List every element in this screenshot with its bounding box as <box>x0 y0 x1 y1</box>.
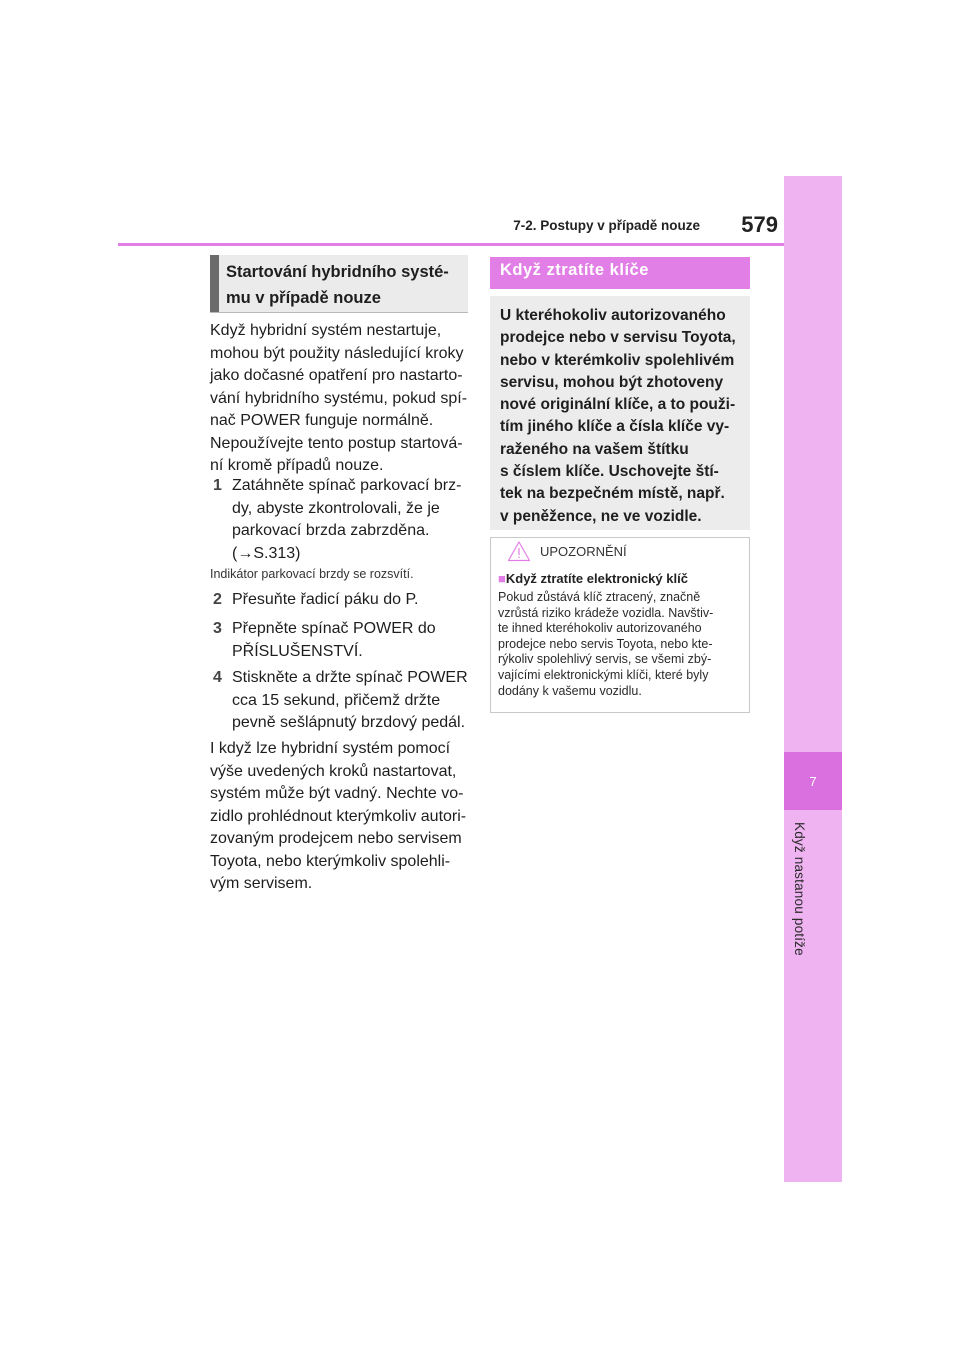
step-text <box>232 618 474 663</box>
left-heading-line: mu v případě nouze <box>226 289 381 307</box>
text-line: zovaným prodejcem nebo servisem <box>210 830 462 847</box>
step-number: 1 <box>213 477 222 494</box>
text-line: servisu, mohou být zhotoveny <box>500 373 724 391</box>
text-line: Přesuňte řadicí páku do P. <box>232 591 419 608</box>
text-line: s číslem klíče. Uschovejte ští- <box>500 463 719 481</box>
left-heading <box>226 259 466 311</box>
text-line: rýkoliv spolehlivý servis, se všemi zbý- <box>498 652 712 667</box>
left-heading-line: Startování hybridního systé- <box>226 263 449 281</box>
left-heading-bar <box>210 255 219 312</box>
chapter-number: 7 <box>784 752 842 810</box>
text-line: PŘÍSLUŠENSTVÍ. <box>232 642 363 660</box>
text-line: cca 15 sekund, přičemž držte <box>232 691 441 709</box>
text-line: systém může být vadný. Nechte vo- <box>210 785 464 802</box>
warning-triangle-icon <box>507 540 531 562</box>
chapter-side-tab <box>784 176 842 1182</box>
warning-body <box>498 590 748 699</box>
text-line: v peněžence, ne ve vozidle. <box>500 507 702 525</box>
chapter-title-vertical <box>784 822 842 982</box>
text-line: vání hybridního systému, pokud spí- <box>210 389 468 407</box>
text-line: pevně sešlápnutý brzdový pedál. <box>232 714 466 731</box>
step-text <box>232 667 474 735</box>
text-line: raženého na vašem štítku <box>500 440 689 458</box>
text-line: dodány k vašemu vozidlu. <box>498 683 642 698</box>
square-bullet-icon: ■ <box>498 571 506 586</box>
text-line: vajícími elektronickými klíči, které byly <box>498 667 709 682</box>
text-line: Nepoužívejte tento postup startová- <box>210 434 463 452</box>
text-line: jako dočasné opatření pro nastarto- <box>210 367 463 384</box>
right-heading: Když ztratíte klíče <box>500 261 649 279</box>
text-line: Toyota, nebo kterýmkoliv spolehli- <box>210 852 451 870</box>
warning-subheading-text: Když ztratíte elektronický klíč <box>505 571 688 586</box>
step-number: 3 <box>213 620 222 637</box>
text-line: vým servisem. <box>210 875 313 892</box>
text-line: Stiskněte a držte spínač POWER <box>232 669 468 686</box>
warning-subheading <box>498 571 746 586</box>
step-1-note: Indikátor parkovací brzdy se rozsvítí. <box>210 567 414 581</box>
text-line: nač POWER funguje normálně. <box>210 412 434 429</box>
text-line: nové originální klíče, a to použi- <box>500 396 736 414</box>
text-line: prodejce nebo v servisu Toyota, <box>500 329 736 347</box>
chapter-title: Když nastanou potíže <box>792 822 807 956</box>
step-text <box>232 589 474 612</box>
header-rule <box>118 243 784 246</box>
text-line: parkovací brzda zabrzděna. <box>232 522 430 539</box>
text-line: Pokud zůstává klíč ztracený, značně <box>498 590 701 604</box>
text-line: výše uvedených kroků nastartovat, <box>210 762 457 780</box>
text-line: (→S.313) <box>232 544 301 562</box>
text-line: I když lze hybridní systém pomocí <box>210 740 451 757</box>
text-line: Když hybridní systém nestartuje, <box>210 322 442 339</box>
step-number: 4 <box>213 669 222 686</box>
text-line: Zatáhněte spínač parkovací brz- <box>232 477 462 494</box>
text-line: nebo v kterémkoliv spolehlivém <box>500 351 735 369</box>
text-line: zidlo prohlédnout kterýmkoliv autori- <box>210 807 467 825</box>
step-text <box>232 475 474 565</box>
text-line: mohou být použity následující kroky <box>210 344 464 362</box>
warning-title: UPOZORNĚNÍ <box>540 544 627 559</box>
text-line: Přepněte spínač POWER do <box>232 620 436 637</box>
outro-paragraph <box>210 738 472 896</box>
text-line: tek na bezpečném místě, např. <box>500 485 725 503</box>
text-line: dy, abyste zkontrolovali, že je <box>232 499 440 517</box>
info-text <box>500 305 750 528</box>
page-number: 579 <box>741 212 778 237</box>
intro-paragraph <box>210 320 472 478</box>
section-title: 7-2. Postupy v případě nouze <box>513 218 700 233</box>
text-line: tím jiného klíče a čísla klíče vy- <box>500 418 730 436</box>
step-number: 2 <box>213 591 222 608</box>
text-line: te ihned kteréhokoliv autorizovaného <box>498 621 702 636</box>
text-line: U kteréhokoliv autorizovaného <box>500 307 726 324</box>
text-line: ní kromě případů nouze. <box>210 457 384 474</box>
text-line: prodejce nebo servis Toyota, nebo kte- <box>498 636 713 651</box>
text-line: vzrůstá riziko krádeže vozidla. Navštiv- <box>498 605 714 620</box>
